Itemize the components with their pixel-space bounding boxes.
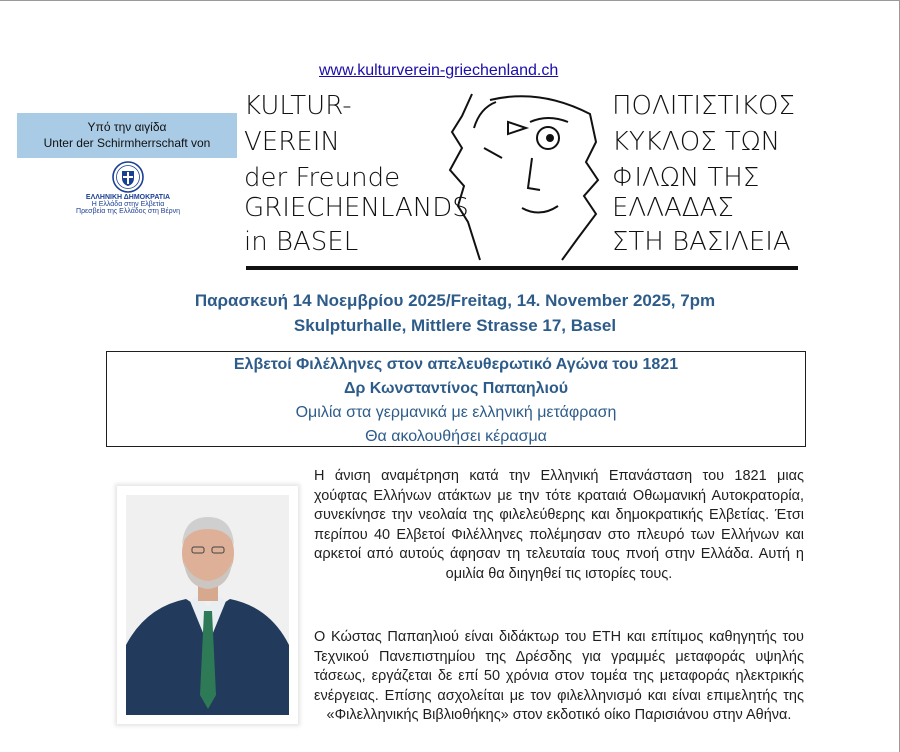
logo-underline xyxy=(246,266,798,270)
embassy-line-2: Η Ελλάδα στην Ελβετία xyxy=(91,201,165,208)
logo-right-line-1: ΠΟΛΙΤΙΣΤΙΚΟΣ xyxy=(612,91,795,121)
event-venue: Skulpturhalle, Mittlere Strasse 17, Basel xyxy=(293,316,617,335)
embassy-line-1: ΕΛΛΗΝΙΚΗ ΔΗΜΟΚΡΑΤΙΑ xyxy=(85,194,171,201)
logo-right-line-2: ΚΥΚΛΟΣ ΤΩΝ xyxy=(612,127,781,157)
logo-right-line-4: ΕΛΛΑΔΑΣ xyxy=(612,193,734,223)
website-link[interactable]: www.kulturverein-griechenland.ch xyxy=(319,62,559,79)
logo-right-line-3: ΦΙΛΩΝ ΤΗΣ xyxy=(612,163,760,193)
logo-left-line-3: der Freunde xyxy=(244,163,401,193)
logo-faces-drawing xyxy=(450,94,598,260)
speaker-photo-frame xyxy=(117,486,298,724)
logo-left-line-4: GRIECHENLANDS xyxy=(244,193,469,223)
patronage-box xyxy=(17,113,237,158)
intro-paragraph: Η άνιση αναμέτρηση κατά την Ελληνική Επανάσταση του 1821 μιας χούφτας Ελλήνων ατάκτων με την τότε κραταιά Οθωμανική Αυτοκρατορία, συνεκίνησε την νεολαία της φιλελεύθερης και δημοκρατικής Ελβετίας. Έτσι περίπου 40 Ελβετοί Φιλέλληνες πολέμησαν στο πλευρό των Ελλήνων και αρκετοί από αυτούς άφησαν τη τελευταία τους πνοή στην Ελλάδα. Αυτή η ομιλία θα διηγηθεί τις ιστορίες τους. xyxy=(314,468,804,582)
patronage-label-greek: Υπό την αιγίδα xyxy=(87,120,167,134)
embassy-emblem xyxy=(38,158,218,215)
page-top-edge xyxy=(0,0,900,1)
patronage-label-german: Unter der Schirmherrschaft von xyxy=(43,136,211,150)
speaker-bio-paragraph: Ο Κώστας Παπαηλιού είναι διδάκτωρ του ΕΤΗ και επίτιμος καθηγητής του Τεχνικού Πανεπιστημίου της Δρέσδης για γραμμές μεταφοράς υψηλής τάσεως, εργάζεται δε επί 50 χρόνια στον τομέα της μεταφοράς ηλεκτρικής ενέργειας. Επίσης ασχολείται με τον φιλελληνισμό και είναι επιμελητής της «Φιλελληνικής Βιβλιοθήκης» στον εκδοτικό οίκο Παρισιάνου στην Αθήνα. xyxy=(314,629,804,723)
lecture-reception-note: Θα ακολουθήσει κέρασμα xyxy=(365,428,547,445)
event-details xyxy=(0,288,900,338)
lecture-speaker: Δρ Κωνσταντίνος Παπαηλιού xyxy=(343,380,569,397)
event-date: Παρασκευή 14 Νοεμβρίου 2025/Freitag, 14. November 2025, 7pm xyxy=(194,291,716,310)
lecture-box xyxy=(106,351,806,447)
logo-left-line-5: in BASEL xyxy=(244,227,359,257)
speaker-photo xyxy=(126,495,289,715)
lecture-language-note: Ομιλία στα γερμανικά με ελληνική μετάφραση xyxy=(295,404,617,421)
kulturverein-logo xyxy=(240,88,800,273)
logo-left-line-1: KULTUR- xyxy=(244,91,352,121)
logo-right-line-5: ΣΤΗ ΒΑΣΙΛΕΙΑ xyxy=(612,227,791,257)
logo-left-line-2: VEREIN xyxy=(244,127,340,157)
embassy-line-3: Πρεσβεία της Ελλάδος στη Βέρνη xyxy=(76,208,180,215)
lecture-title: Ελβετοί Φιλέλληνες στον απελευθερωτικό Αγώνα του 1821 xyxy=(233,356,679,373)
coat-of-arms-icon xyxy=(111,160,145,194)
